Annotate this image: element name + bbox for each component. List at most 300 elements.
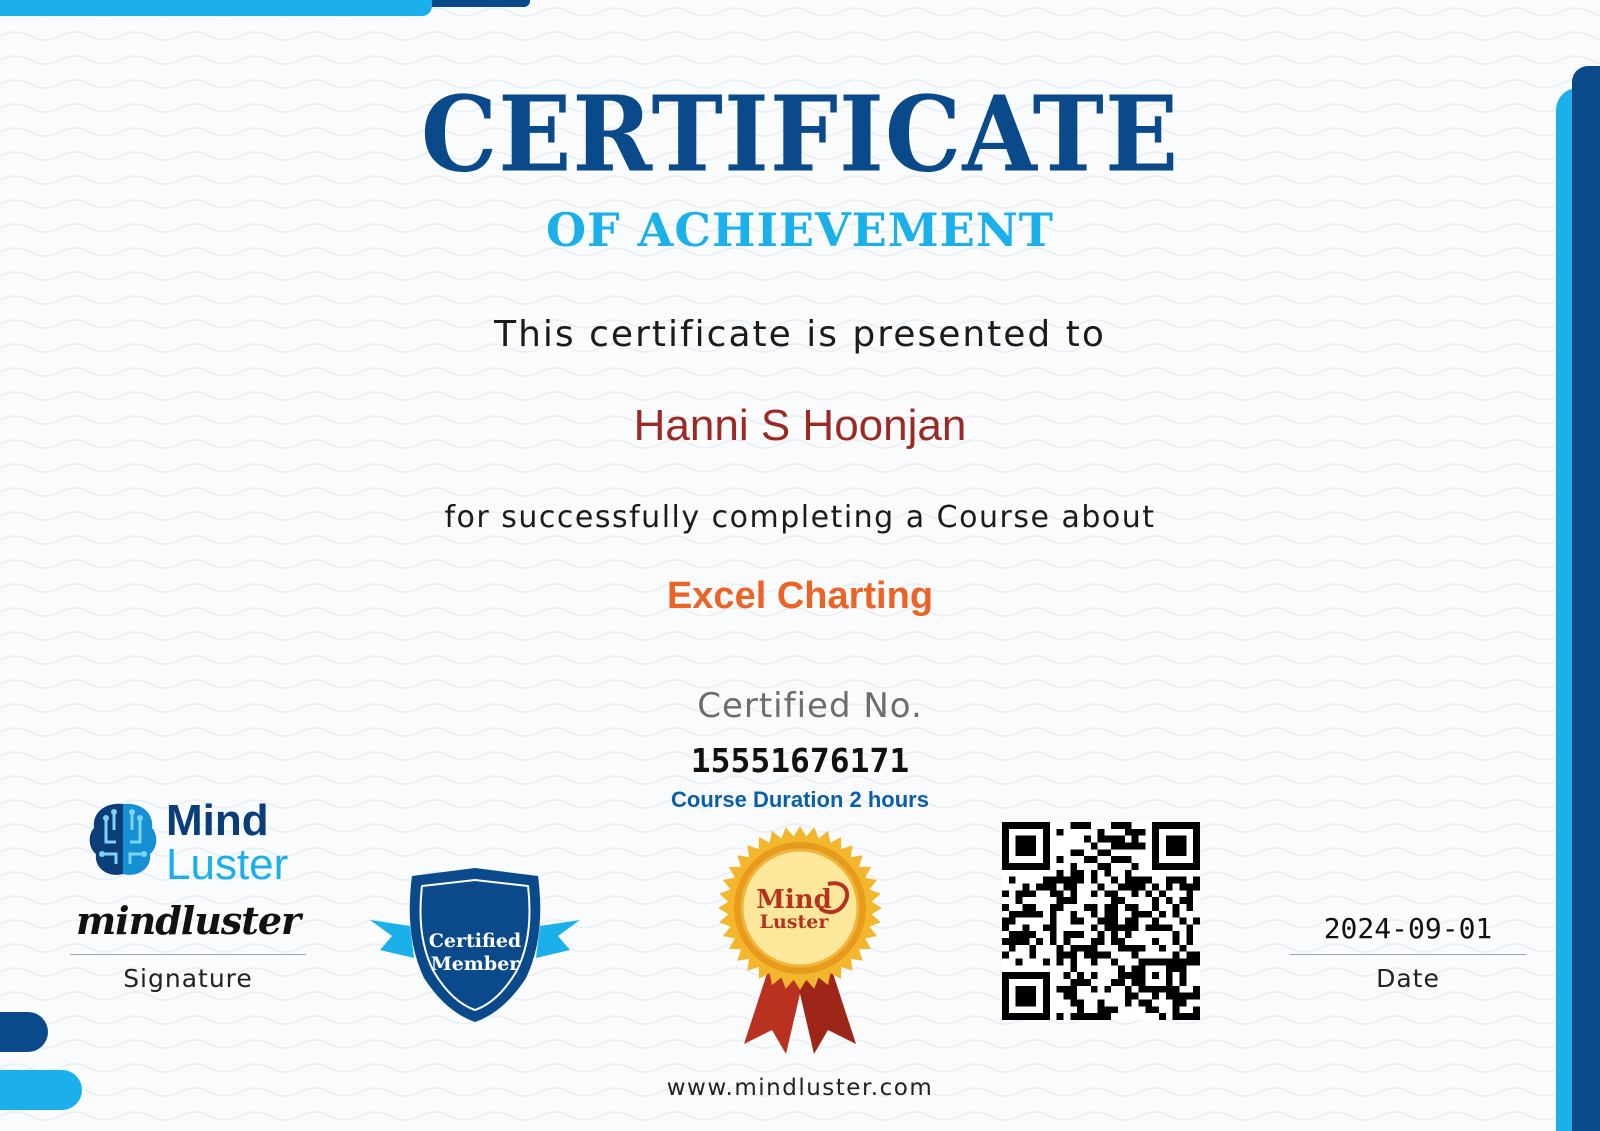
qr-module	[1016, 890, 1023, 897]
qr-module	[1104, 863, 1111, 870]
qr-module	[1070, 911, 1077, 918]
qr-module	[1022, 883, 1029, 890]
qr-module	[1173, 1000, 1180, 1007]
qr-module	[1002, 856, 1009, 863]
course-intro-text: for successfully completing a Course about	[444, 500, 1156, 535]
certified-no-label: Certified No.	[697, 686, 923, 726]
qr-module	[1132, 883, 1139, 890]
qr-module	[1084, 945, 1091, 952]
qr-module	[1173, 931, 1180, 938]
qr-module	[1002, 904, 1009, 911]
qr-module	[1173, 911, 1180, 918]
seal-text-line2: Luster	[759, 911, 829, 933]
qr-module	[1125, 822, 1132, 829]
qr-module	[1029, 945, 1036, 952]
qr-module	[1016, 993, 1023, 1000]
qr-module	[1166, 959, 1173, 966]
qr-module	[1016, 836, 1023, 843]
qr-module	[1132, 952, 1139, 959]
qr-module	[1166, 979, 1173, 986]
qr-module	[1118, 965, 1125, 972]
qr-module	[1125, 993, 1132, 1000]
course-name: Excel Charting	[666, 575, 934, 617]
qr-module	[1070, 897, 1077, 904]
qr-module	[1111, 904, 1118, 911]
qr-module	[1193, 986, 1200, 993]
qr-module	[1125, 972, 1132, 979]
qr-module	[1173, 959, 1180, 966]
qr-module	[1132, 842, 1139, 849]
qr-module	[1193, 849, 1200, 856]
qr-module	[1009, 1013, 1016, 1020]
qr-module	[1084, 904, 1091, 911]
qr-module	[1125, 877, 1132, 884]
qr-module	[1063, 883, 1070, 890]
qr-module	[1180, 836, 1187, 843]
qr-module	[1104, 986, 1111, 993]
qr-module	[1070, 890, 1077, 897]
qr-module	[1104, 904, 1111, 911]
qr-module	[1193, 1006, 1200, 1013]
qr-module	[1084, 856, 1091, 863]
qr-module	[1180, 883, 1187, 890]
qr-module	[1180, 822, 1187, 829]
qr-module	[1125, 918, 1132, 925]
qr-module	[1125, 931, 1132, 938]
qr-module	[1173, 849, 1180, 856]
qr-module	[1173, 836, 1180, 843]
mindluster-logo	[86, 796, 326, 889]
qr-module	[1180, 897, 1187, 904]
qr-module	[1139, 883, 1146, 890]
qr-module	[1166, 842, 1173, 849]
qr-module	[1002, 822, 1009, 829]
qr-module	[1050, 904, 1057, 911]
qr-module	[1159, 986, 1166, 993]
qr-module	[1173, 1006, 1180, 1013]
qr-module	[1139, 945, 1146, 952]
qr-module	[1002, 986, 1009, 993]
qr-module	[1070, 993, 1077, 1000]
qr-module	[1002, 829, 1009, 836]
qr-module	[1132, 924, 1139, 931]
qr-module	[1029, 1013, 1036, 1020]
logo-text-mind: Mind	[166, 796, 269, 845]
qr-module	[1050, 918, 1057, 925]
qr-module	[1043, 883, 1050, 890]
qr-module	[1043, 842, 1050, 849]
qr-module	[1009, 911, 1016, 918]
qr-module	[1098, 883, 1105, 890]
qr-module	[1029, 890, 1036, 897]
qr-module	[1104, 1013, 1111, 1020]
qr-module	[1009, 931, 1016, 938]
qr-module	[1043, 959, 1050, 966]
qr-module	[1139, 911, 1146, 918]
qr-module	[1193, 1013, 1200, 1020]
qr-module	[1029, 993, 1036, 1000]
qr-module	[1022, 822, 1029, 829]
qr-module	[1050, 890, 1057, 897]
qr-module	[1111, 822, 1118, 829]
date-line	[1290, 954, 1526, 955]
qr-module	[1166, 877, 1173, 884]
qr-module	[1159, 1013, 1166, 1020]
qr-module	[1091, 877, 1098, 884]
qr-module	[1180, 965, 1187, 972]
presented-text: This certificate is presented to	[494, 314, 1106, 355]
qr-module	[1002, 836, 1009, 843]
website-url: www.mindluster.com	[666, 1075, 934, 1101]
qr-module	[1002, 918, 1009, 925]
recipient-name: Hanni S Hoonjan	[633, 401, 967, 450]
qr-module	[1139, 965, 1146, 972]
qr-module	[1132, 918, 1139, 925]
qr-module	[1009, 863, 1016, 870]
qr-module	[1118, 856, 1125, 863]
qr-module	[1016, 931, 1023, 938]
qr-module	[1016, 972, 1023, 979]
qr-module	[1077, 877, 1084, 884]
certificate-subtitle: OF ACHIEVEMENT	[545, 203, 1055, 257]
logo-text-luster: Luster	[166, 840, 289, 889]
qr-module	[1091, 890, 1098, 897]
qr-module	[1050, 911, 1057, 918]
qr-module	[1166, 836, 1173, 843]
qr-module	[1132, 972, 1139, 979]
qr-module	[1029, 986, 1036, 993]
qr-module	[1118, 972, 1125, 979]
qr-module	[1022, 890, 1029, 897]
qr-module	[1022, 842, 1029, 849]
qr-module	[1111, 931, 1118, 938]
qr-module	[1057, 904, 1064, 911]
qr-module	[1139, 979, 1146, 986]
qr-module	[1016, 1013, 1023, 1020]
qr-module	[1091, 959, 1098, 966]
qr-module	[1111, 897, 1118, 904]
signature-label: Signature	[123, 964, 253, 993]
qr-code-icon	[1002, 822, 1200, 1020]
qr-module	[1180, 979, 1187, 986]
qr-module	[1016, 897, 1023, 904]
qr-module	[1125, 842, 1132, 849]
qr-module	[1132, 863, 1139, 870]
qr-module	[1193, 856, 1200, 863]
qr-module	[1152, 829, 1159, 836]
qr-module	[1002, 993, 1009, 1000]
qr-module	[1104, 890, 1111, 897]
qr-module	[1009, 918, 1016, 925]
qr-module	[1166, 993, 1173, 1000]
qr-module	[1166, 986, 1173, 993]
qr-module	[1063, 897, 1070, 904]
qr-module	[1077, 945, 1084, 952]
qr-module	[1091, 856, 1098, 863]
qr-module	[1016, 849, 1023, 856]
qr-module	[1063, 993, 1070, 1000]
qr-module	[1063, 972, 1070, 979]
qr-module	[1139, 959, 1146, 966]
qr-module	[1098, 1013, 1105, 1020]
qr-module	[1029, 972, 1036, 979]
qr-module	[1159, 822, 1166, 829]
qr-module	[1002, 924, 1009, 931]
qr-module	[1104, 836, 1111, 843]
qr-module	[1193, 836, 1200, 843]
qr-module	[1091, 986, 1098, 993]
qr-module	[1139, 842, 1146, 849]
qr-module	[1029, 836, 1036, 843]
qr-module	[1022, 972, 1029, 979]
qr-module	[1016, 1000, 1023, 1007]
qr-module	[1166, 972, 1173, 979]
qr-module	[1022, 924, 1029, 931]
qr-module	[1145, 924, 1152, 931]
qr-module	[1173, 877, 1180, 884]
course-duration: Course Duration 2 hours	[671, 787, 929, 812]
qr-module	[1077, 931, 1084, 938]
qr-module	[1022, 863, 1029, 870]
qr-module	[1118, 945, 1125, 952]
qr-module	[1104, 1006, 1111, 1013]
qr-module	[1104, 911, 1111, 918]
shield-badge-icon	[370, 866, 580, 1026]
qr-module	[1002, 849, 1009, 856]
qr-module	[1104, 849, 1111, 856]
qr-module	[1002, 842, 1009, 849]
qr-module	[1036, 863, 1043, 870]
qr-module	[1098, 952, 1105, 959]
qr-module	[1077, 1006, 1084, 1013]
qr-module	[1043, 1013, 1050, 1020]
qr-module	[1002, 1013, 1009, 1020]
qr-module	[1002, 979, 1009, 986]
qr-module	[1193, 918, 1200, 925]
qr-module	[1132, 836, 1139, 843]
qr-module	[1077, 849, 1084, 856]
qr-module	[1077, 1013, 1084, 1020]
qr-module	[1180, 1013, 1187, 1020]
qr-module	[1125, 986, 1132, 993]
qr-module	[1145, 877, 1152, 884]
bottom-left-dark-bar	[0, 1012, 48, 1052]
shield-text-line2: Member	[430, 953, 520, 975]
qr-module	[1145, 959, 1152, 966]
qr-module	[1111, 938, 1118, 945]
qr-module	[1043, 924, 1050, 931]
qr-module	[1002, 1000, 1009, 1007]
qr-module	[1057, 952, 1064, 959]
qr-module	[1029, 822, 1036, 829]
qr-module	[1111, 959, 1118, 966]
qr-module	[1193, 993, 1200, 1000]
qr-module	[1084, 1013, 1091, 1020]
signature-line	[70, 954, 306, 955]
qr-module	[1132, 979, 1139, 986]
qr-module	[1057, 877, 1064, 884]
qr-module	[1166, 924, 1173, 931]
qr-module	[1016, 938, 1023, 945]
qr-module	[1132, 945, 1139, 952]
qr-module	[1029, 1000, 1036, 1007]
qr-module	[1070, 822, 1077, 829]
qr-module	[1152, 836, 1159, 843]
brain-circuit-icon	[86, 798, 160, 882]
qr-module	[1043, 1006, 1050, 1013]
qr-module	[1118, 979, 1125, 986]
qr-module	[1118, 822, 1125, 829]
qr-module	[1057, 959, 1064, 966]
qr-module	[1118, 883, 1125, 890]
qr-module	[1145, 986, 1152, 993]
qr-module	[1050, 938, 1057, 945]
qr-module	[1118, 836, 1125, 843]
qr-module	[1043, 1000, 1050, 1007]
qr-module	[1111, 1006, 1118, 1013]
qr-module	[1016, 911, 1023, 918]
qr-module	[1111, 911, 1118, 918]
qr-module	[1132, 829, 1139, 836]
qr-module	[1125, 870, 1132, 877]
qr-module	[1152, 856, 1159, 863]
qr-module	[1022, 931, 1029, 938]
qr-module	[1173, 986, 1180, 993]
qr-module	[1098, 863, 1105, 870]
qr-module	[1070, 1000, 1077, 1007]
qr-module	[1091, 952, 1098, 959]
qr-module	[1145, 890, 1152, 897]
qr-module	[1180, 842, 1187, 849]
qr-module	[1098, 1006, 1105, 1013]
qr-module	[1152, 959, 1159, 966]
qr-module	[1186, 938, 1193, 945]
qr-module	[1057, 829, 1064, 836]
qr-module	[1166, 965, 1173, 972]
qr-module	[1180, 972, 1187, 979]
qr-module	[1193, 842, 1200, 849]
qr-module	[1077, 822, 1084, 829]
qr-module	[1029, 911, 1036, 918]
qr-module	[1193, 877, 1200, 884]
qr-module	[1145, 911, 1152, 918]
qr-module	[1173, 952, 1180, 959]
qr-module	[1043, 979, 1050, 986]
qr-module	[1159, 924, 1166, 931]
qr-module	[1043, 993, 1050, 1000]
qr-module	[1098, 1000, 1105, 1007]
qr-module	[1022, 836, 1029, 843]
qr-module	[1111, 918, 1118, 925]
qr-module	[1063, 938, 1070, 945]
qr-module	[1186, 993, 1193, 1000]
qr-module	[1057, 986, 1064, 993]
qr-module	[1193, 883, 1200, 890]
qr-module	[1002, 938, 1009, 945]
qr-module	[1180, 849, 1187, 856]
qr-module	[1173, 822, 1180, 829]
qr-module	[1009, 938, 1016, 945]
qr-module	[1104, 952, 1111, 959]
qr-module	[1118, 924, 1125, 931]
qr-module	[1036, 883, 1043, 890]
qr-module	[1091, 972, 1098, 979]
qr-module	[1132, 993, 1139, 1000]
qr-module	[1166, 863, 1173, 870]
qr-module	[1091, 938, 1098, 945]
qr-module	[1159, 890, 1166, 897]
qr-module	[1132, 965, 1139, 972]
certified-number: 15551676171	[690, 741, 910, 780]
qr-module	[1193, 959, 1200, 966]
qr-module	[1057, 945, 1064, 952]
qr-module	[1193, 822, 1200, 829]
qr-module	[1145, 1006, 1152, 1013]
qr-module	[1050, 883, 1057, 890]
qr-module	[1016, 842, 1023, 849]
qr-module	[1152, 883, 1159, 890]
qr-module	[1132, 904, 1139, 911]
qr-module	[1009, 945, 1016, 952]
qr-module	[1002, 1006, 1009, 1013]
qr-module	[1186, 883, 1193, 890]
qr-module	[1016, 959, 1023, 966]
qr-module	[1186, 1013, 1193, 1020]
qr-module	[1159, 959, 1166, 966]
qr-module	[1098, 836, 1105, 843]
qr-module	[1139, 877, 1146, 884]
qr-module	[1063, 877, 1070, 884]
qr-module	[1166, 883, 1173, 890]
seal-text-line1: Mind	[756, 885, 832, 915]
qr-module	[1152, 918, 1159, 925]
qr-module	[1070, 863, 1077, 870]
qr-module	[1111, 890, 1118, 897]
qr-module	[1152, 993, 1159, 1000]
qr-module	[1002, 863, 1009, 870]
qr-module	[1022, 993, 1029, 1000]
qr-module	[1070, 1013, 1077, 1020]
qr-module	[1022, 1000, 1029, 1007]
qr-module	[1043, 829, 1050, 836]
qr-module	[1043, 856, 1050, 863]
qr-module	[1111, 924, 1118, 931]
qr-module	[1166, 897, 1173, 904]
qr-module	[1063, 952, 1070, 959]
qr-module	[1125, 924, 1132, 931]
qr-module	[1022, 849, 1029, 856]
qr-module	[1132, 890, 1139, 897]
qr-module	[1132, 911, 1139, 918]
qr-module	[1009, 972, 1016, 979]
qr-module	[1077, 979, 1084, 986]
qr-module	[1016, 822, 1023, 829]
qr-module	[1173, 993, 1180, 1000]
qr-module	[1057, 897, 1064, 904]
qr-module	[1043, 972, 1050, 979]
qr-module	[1139, 1000, 1146, 1007]
qr-module	[1145, 1000, 1152, 1007]
qr-module	[1152, 849, 1159, 856]
qr-module	[1029, 931, 1036, 938]
qr-module	[1139, 986, 1146, 993]
qr-module	[1022, 986, 1029, 993]
qr-module	[1132, 877, 1139, 884]
qr-module	[1043, 863, 1050, 870]
qr-module	[1193, 829, 1200, 836]
qr-module	[1173, 842, 1180, 849]
qr-module	[1077, 918, 1084, 925]
